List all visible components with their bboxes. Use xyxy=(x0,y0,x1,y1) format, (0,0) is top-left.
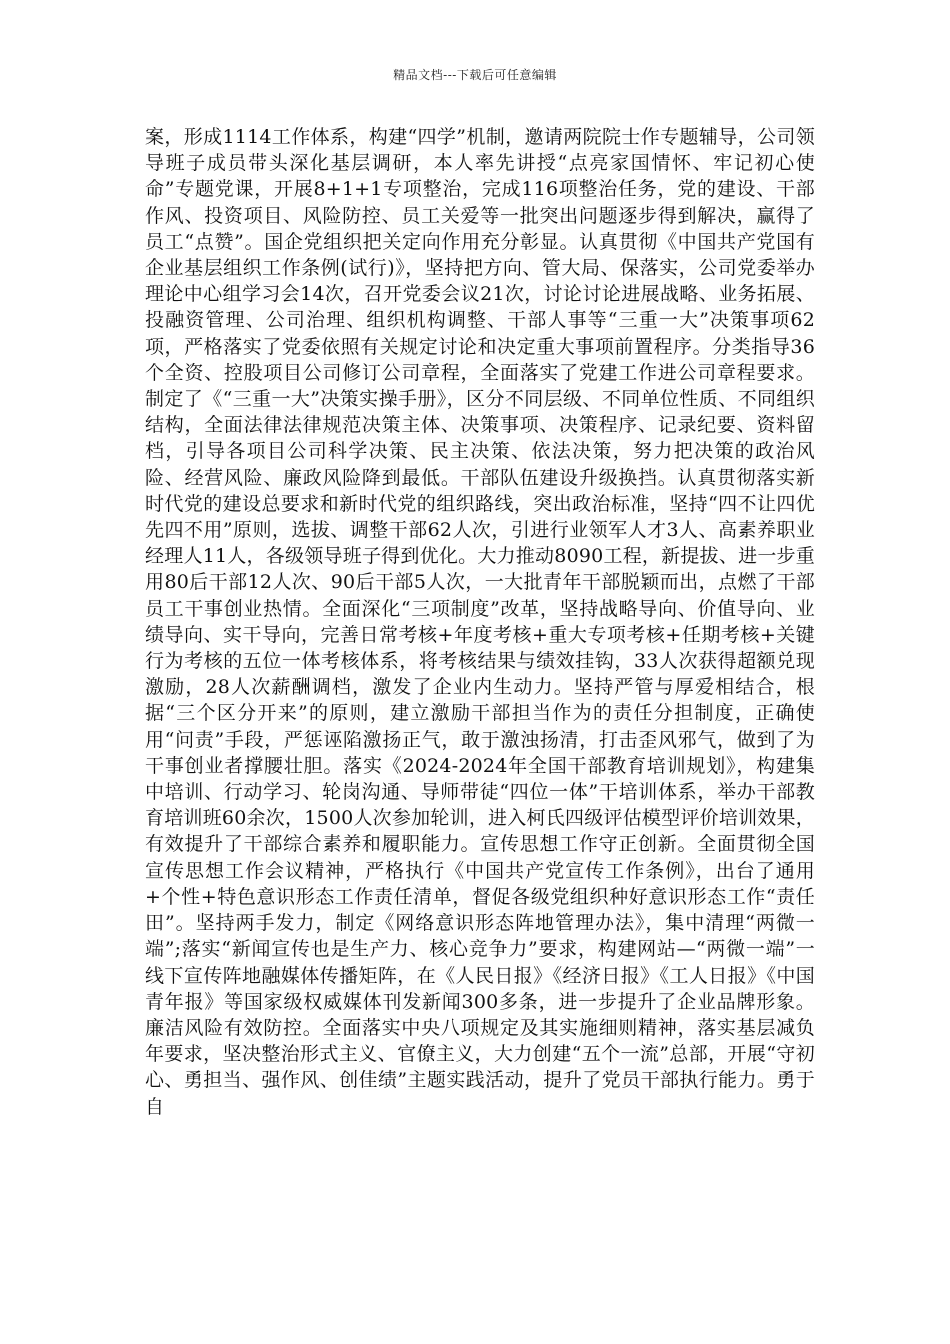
body-paragraph: 案，形成1114工作体系，构建“四学”机制，邀请两院院士作专题辅导，公司领导班子成员带头深化基层调研，本人率先讲授“点亮家国情怀、牢记初心使命”专题党课，开展8+1+1专项整治，完成116项整治任务，党的建设、干部作风、投资项目、风险防控、员工关爱等一批突出问题逐步得到解决，赢得了员工“点赞”。国企党组织把关定向作用充分彰显。认真贯彻《中国共产党国有企业基层组织工作条例(试行)》，坚持把方向、管大局、保落实，公司党委举办理论中心组学习会14次，召开党委会议21次，讨论讨论进展战略、业务拓展、投融资管理、公司治理、组织机构调整、干部人事等“三重一大”决策事项62项，严格落实了党委依照有关规定讨论和决定重大事项前置程序。分类指导36个全资、控股项目公司修订公司章程，全面落实了党建工作进公司章程要求。制定了《“三重一大”决策实操手册》，区分不同层级、不同单位性质、不同组织结构，全面法律法律规范决策主体、决策事项、决策程序、记录纪要、资料留档，引导各项目公司科学决策、民主决策、依法决策，努力把决策的政治风险、经营风险、廉政风险降到最低。干部队伍建设升级换挡。认真贯彻落实新时代党的建设总要求和新时代党的组织路线，突出政治标准，坚持“四不让四优先四不用”原则，选拔、调整干部62人次，引进行业领军人才3人、高素养职业经理人11人，各级领导班子得到优化。大力推动8090工程，新提拔、进一步重用80后干部12人次、90后干部5人次，一大批青年干部脱颖而出，点燃了干部员工干事创业热情。全面深化“三项制度”改革，坚持战略导向、价值导向、业绩导向、实干导向，完善日常考核+年度考核+重大专项考核+任期考核+关键行为考核的五位一体考核体系，将考核结果与绩效挂钩，33人次获得超额兑现激励，28人次薪酬调档，激发了企业内生动力。坚持严管与厚爱相结合，根据“三个区分开来”的原则，建立激励干部担当作为的责任分担制度，正确使用“问责”手段，严惩诬陷激扬正气，敢于激浊扬清，打击歪风邪气，做到了为干事创业者撑腰壮胆。落实《2024-2024年全国干部教育培训规划》，构建集中培训、行动学习、轮岗沟通、导师带徒“四位一体”干培训体系，举办干部教育培训班60余次，1500人次参加轮训，进入柯氏四级评估模型评价培训效果，有效提升了干部综合素养和履职能力。宣传思想工作守正创新。全面贯彻全国宣传思想工作会议精神，严格执行《中国共产党宣传工作条例》，出台了通用+个性+特色意识形态工作责任清单，督促各级党组织种好意识形态工作“责任田”。坚持两手发力，制定《网络意识形态阵地管理办法》，集中清理“两微一端”;落实“新闻宣传也是生产力、核心竞争力”要求，构建网站—“两微一端”一线下宣传阵地融媒体传播矩阵，在《人民日报》《经济日报》《工人日报》《中国青年报》等国家级权威媒体刊发新闻300多条，进一步提升了企业品牌形象。廉洁风险有效防控。全面落实中央八项规定及其实施细则精神，落实基层减负年要求，坚决整治形式主义、官僚主义，大力创建“五个一流”总部，开展“守初心、勇担当、强作风、创佳绩”主题实践活动，提升了党员干部执行能力。勇于自 xyxy=(145,126,815,1118)
page-header: 精品文档---下载后可任意编辑 xyxy=(393,68,557,82)
